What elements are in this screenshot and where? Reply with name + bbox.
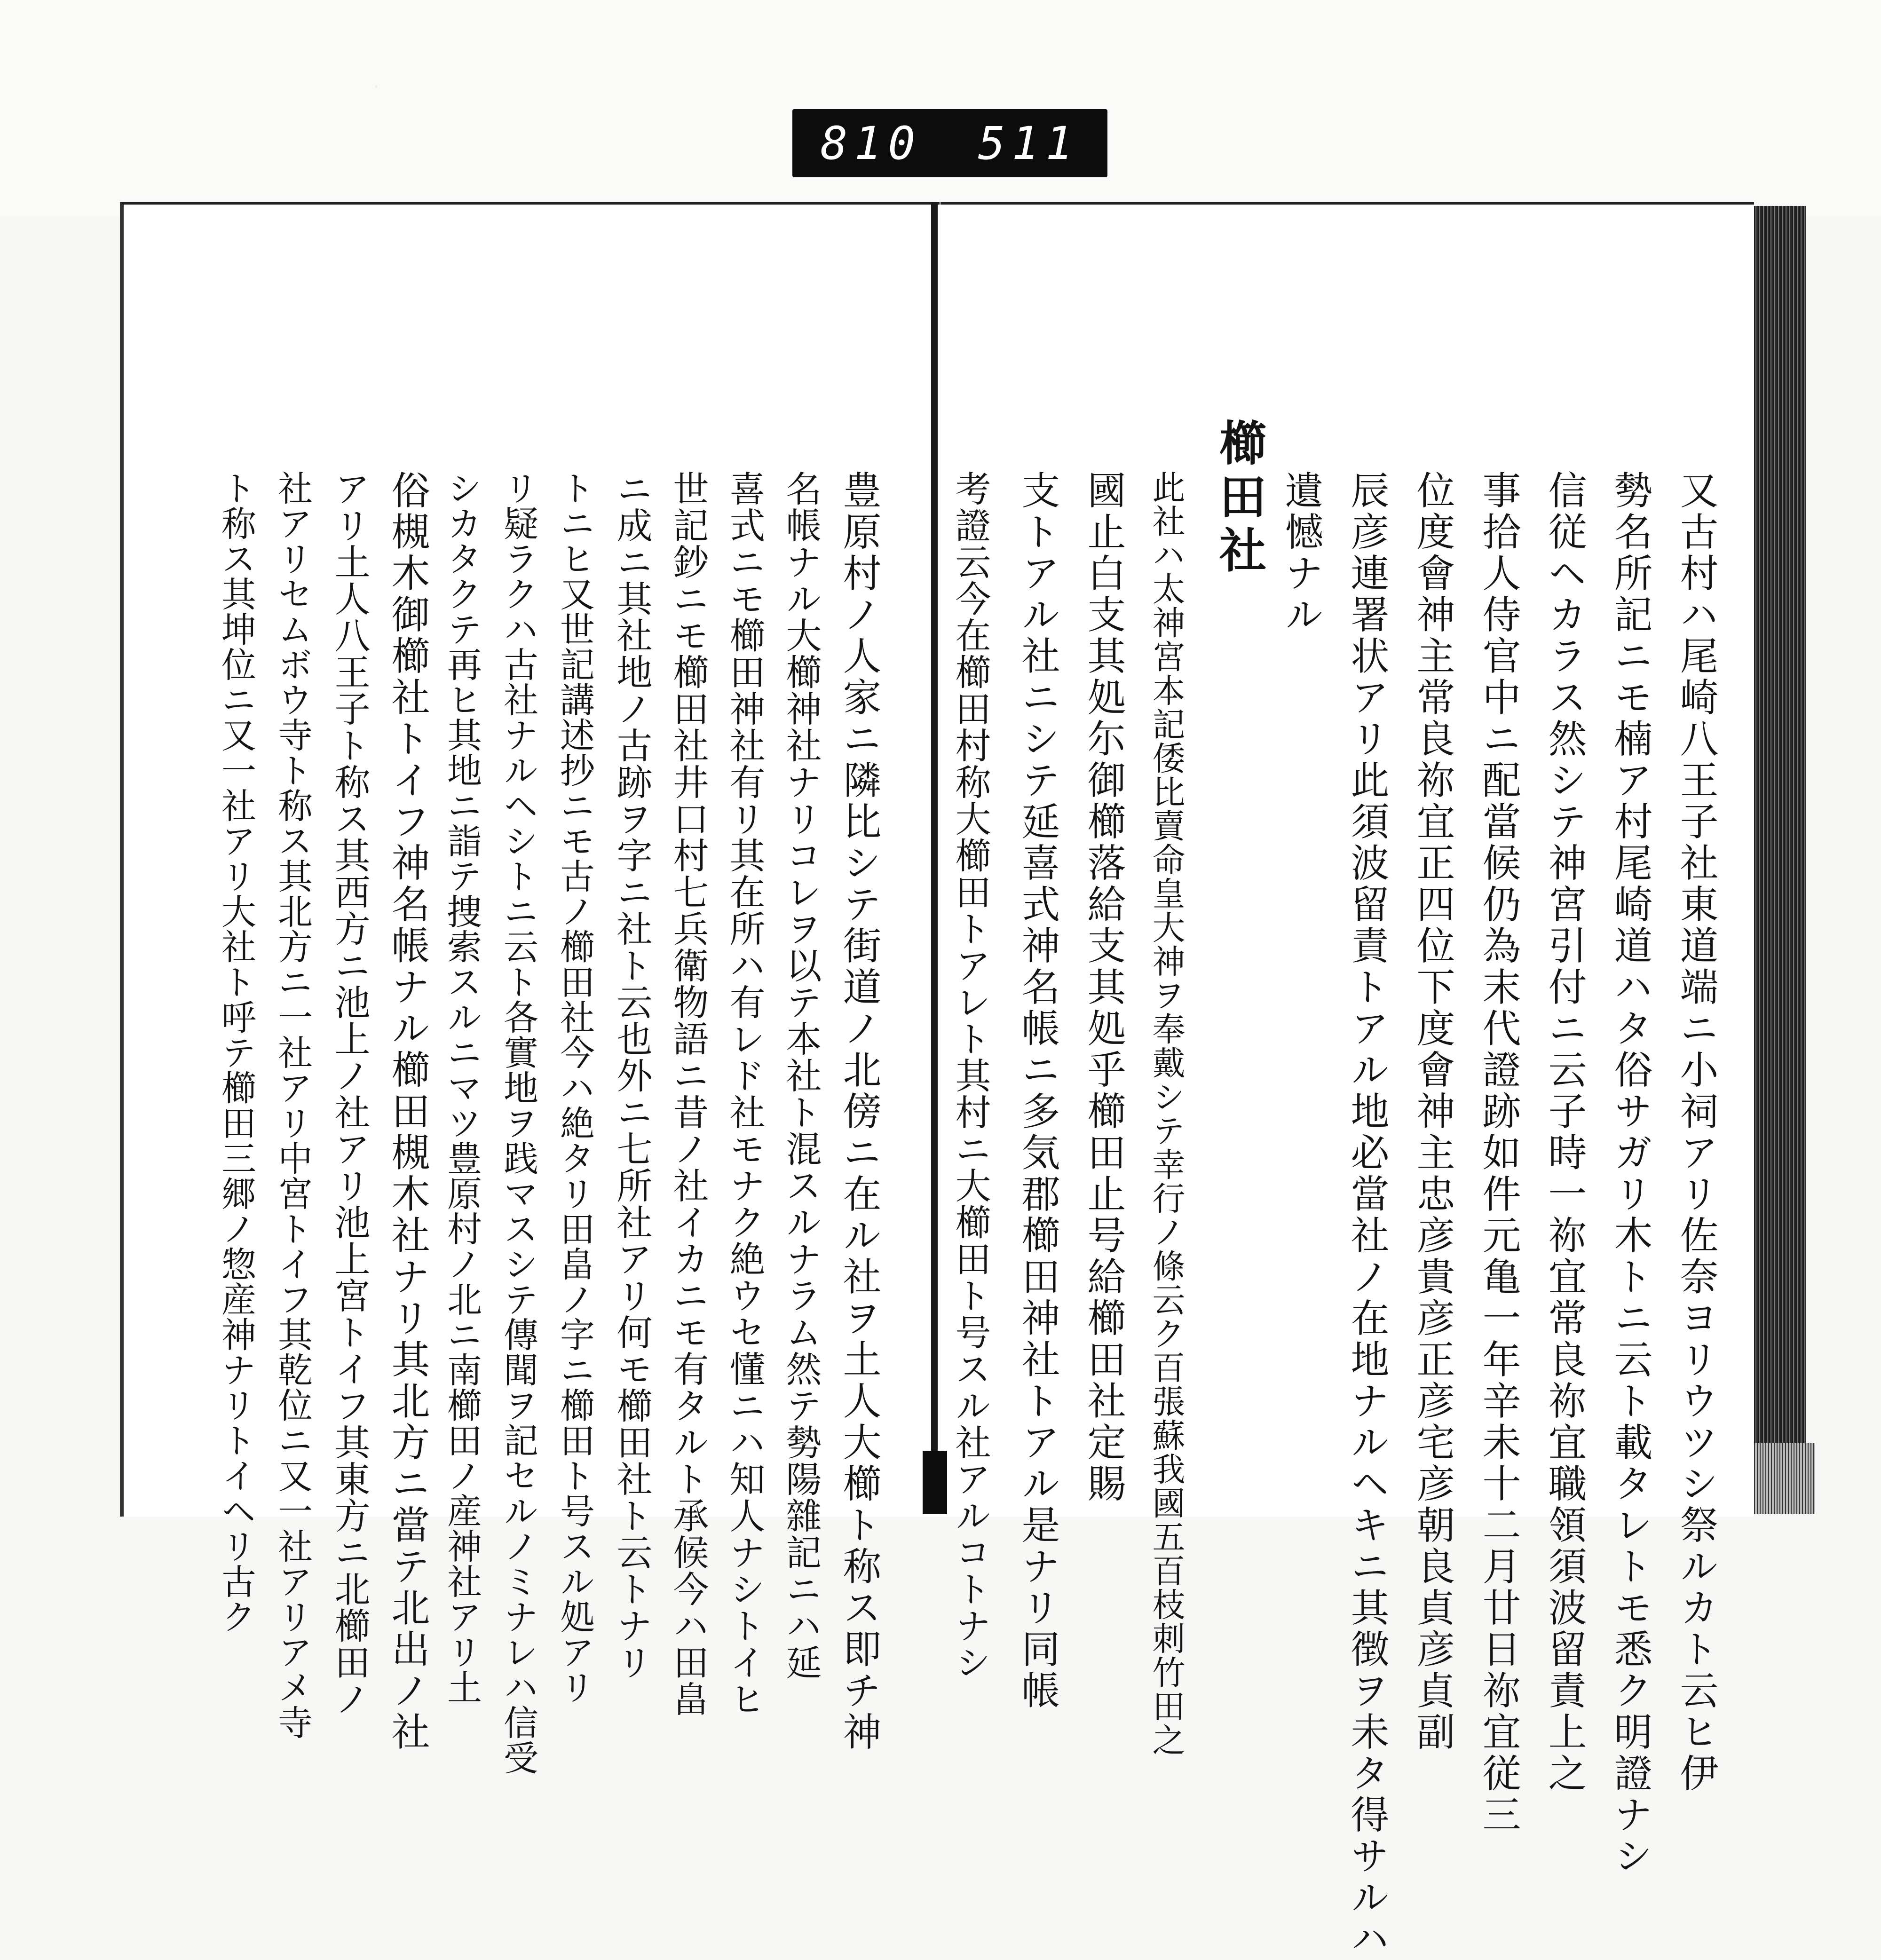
section-heading: 櫛田社 [1211, 419, 1267, 579]
text-column: 名帳ナル大櫛神社ナリコレヲ以テ本社ト混スルナラム然テ勢陽雜記ニハ延 [780, 470, 822, 1681]
text-column: 俗槻木御櫛社トイフ神名帳ナル櫛田槻木社ナリ其北方ニ當テ北出ノ社 [385, 470, 430, 1753]
text-column: 信従ヘカラス然シテ神宮引付ニ云子時一祢宜常良祢宜職領須波留責上之 [1542, 470, 1587, 1794]
book-gutter [931, 202, 938, 1514]
text-column: 喜式ニモ櫛田神社有リ其在所ハ有レド社モナク絶ウセ懂ニハ知人ナシトイヒ [724, 470, 766, 1717]
open-book [113, 202, 1806, 1960]
text-column: シカタクテ再ヒ其地ニ詣テ捜索スルニマツ豊原村ノ北ニ南櫛田ノ産神社アリ土 [442, 470, 482, 1705]
text-column: 位度會神主常良祢宜正四位下度會神主忠彦貴彦正彦宅彦朝良貞彦貞副 [1410, 470, 1455, 1753]
text-column: アリ土人八王子ト称ス其西方ニ池上ノ社アリ池上宮トイフ其東方ニ北櫛田ノ [329, 470, 371, 1717]
text-column: 世記鈔ニモ櫛田社井口村七兵衛物語ニ昔ノ社イカニモ有タルト承候今ハ田畠 [667, 470, 709, 1717]
text-column: 考證云今在櫛田村称大櫛田トアレト其村ニ大櫛田ト号スル社アルコトナシ [949, 470, 991, 1681]
folio-number-right: 511 [978, 117, 1080, 170]
page-edges-tail [1754, 1443, 1815, 1514]
text-column: 事拾人侍官中ニ配當候仍為末代證跡如件元亀一年辛未十二月廿日祢宜従三 [1476, 470, 1521, 1836]
text-column: 社アリセムボウ寺ト称ス其北方ニ一社アリ中宮トイフ其乾位ニ又一社アリアメ寺 [272, 470, 313, 1740]
text-column: 此社ハ太神宮本記倭比賣命皇大神ヲ奉戴シテ幸行ノ條云ク百張蘇我國五百枝刺竹田之 [1147, 470, 1186, 1757]
text-column: ニ成ニ其社地ノ古跡ヲ字ニ社ト云也外ニ七所社アリ何モ櫛田社ト云トナリ [611, 470, 653, 1681]
folio-label [792, 109, 1107, 177]
text-column: 又古村ハ尾崎八王子社東道端ニ小祠アリ佐奈ヨリウツシ祭ルカト云ヒ伊 [1674, 470, 1718, 1794]
text-column: 遺憾ナル [1279, 470, 1323, 636]
text-column: 勢名所記ニモ楠ア村尾崎道ハタ俗サガリ木トニ云ト載タレトモ悉ク明證ナシ [1608, 470, 1652, 1877]
text-column: リ疑ラクハ古社ナルヘシトニ云ト各實地ヲ践マスシテ傳聞ヲ記セルノミナレハ信受 [498, 470, 538, 1775]
folio-number-left: 810 [820, 117, 922, 170]
text-column: 辰彦連署状アリ此須波留責トアル地必當社ノ在地ナルヘキニ其徴ヲ未タ得サルハ [1344, 470, 1389, 1960]
text-column: トニヒ又世記講述抄ニモ古ノ櫛田社今ハ絶タリ田畠ノ字ニ櫛田ト号スル処アリ [554, 470, 595, 1705]
text-column: 國止白支其処尓御櫛落給支其処乎櫛田止号給櫛田社定賜 [1081, 470, 1126, 1505]
text-column: 支トアル社ニシテ延喜式神名帳ニ多気郡櫛田神社トアル是ナリ同帳 [1015, 470, 1060, 1712]
text-column: 豊原村ノ人家ニ隣比シテ街道ノ北傍ニ在ル社ヲ土人大櫛ト称ス即チ神 [837, 470, 881, 1753]
text-column: ト称ス其坤位ニ又一社アリ大社ト呼テ櫛田三郷ノ惣産神ナリトイヘリ古ク [216, 470, 256, 1634]
gutter-binding [923, 1451, 947, 1514]
page-edges [1754, 206, 1806, 1443]
scan-background [0, 0, 1881, 216]
